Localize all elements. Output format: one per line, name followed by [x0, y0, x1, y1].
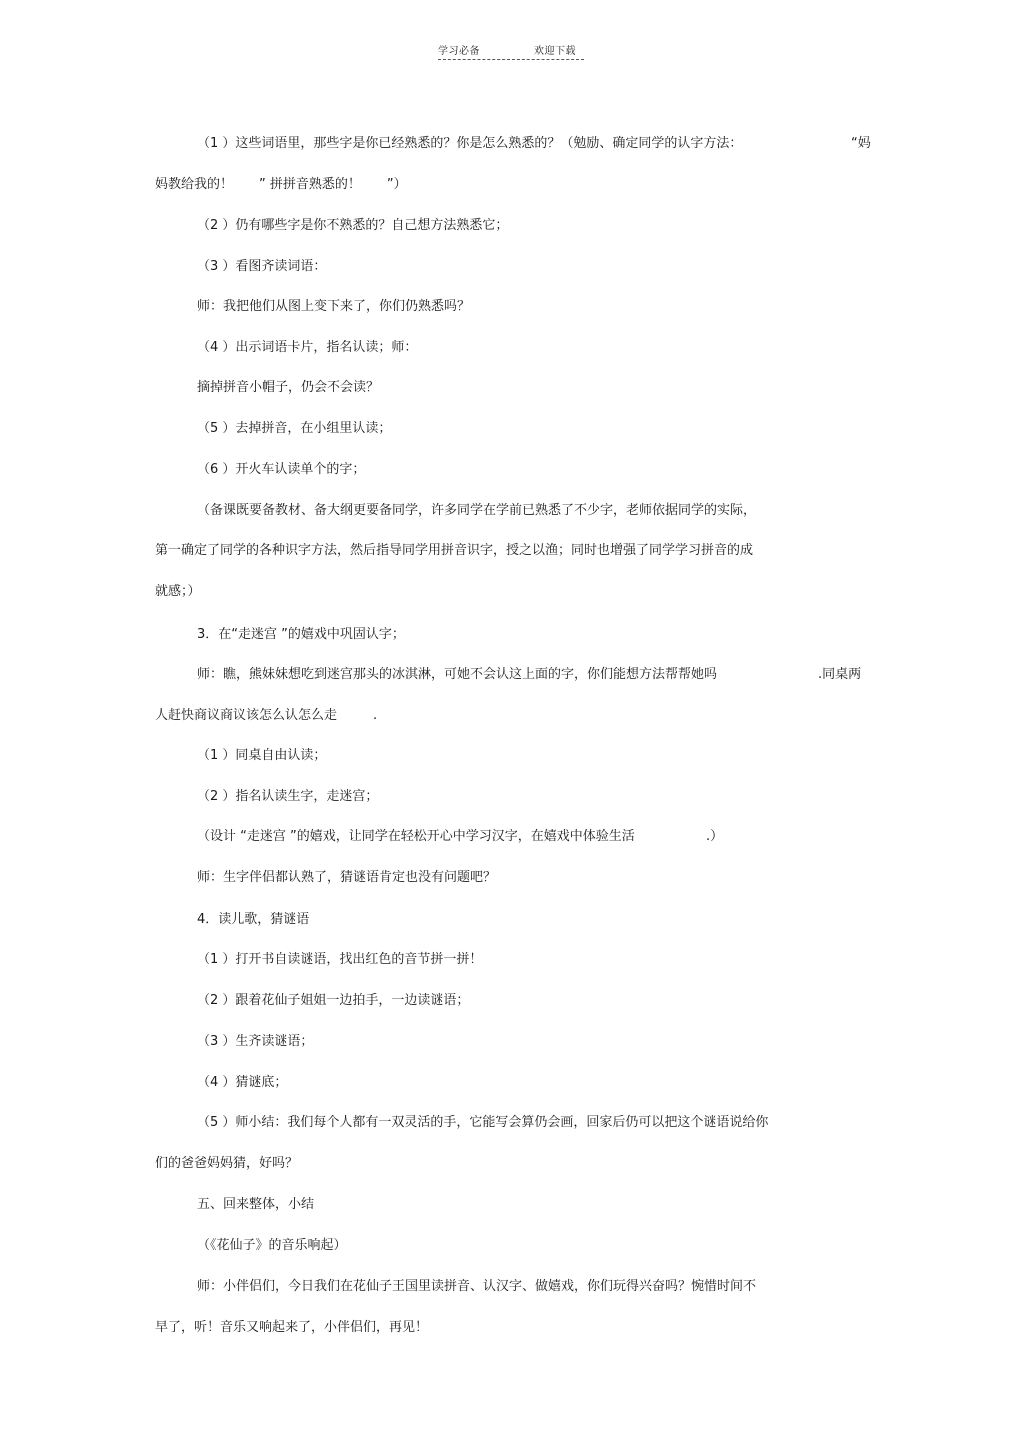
section-heading-line	[197, 912, 309, 928]
line-text: （3 ）生齐读谜语；	[197, 1034, 314, 1049]
paragraph-line-tail	[818, 667, 861, 683]
line-text: 4．读儿歌，猜谜语	[197, 912, 310, 927]
line-text: 师：瞧，熊妹妹想吃到迷宫那头的冰淇淋，可她不会认这上面的字，你们能想方法帮帮她吗	[197, 667, 718, 682]
line-text: 就感；）	[155, 584, 201, 599]
section-heading-line	[197, 627, 405, 643]
line-text: 师：我把他们从图上变下来了，你们仍熟悉吗？	[197, 299, 471, 314]
paragraph-line	[197, 340, 417, 356]
line-text: （1 ）这些词语里，那些字是你已经熟悉的？你是怎么熟悉的？（勉励、确定同学的认字方法：	[197, 136, 743, 151]
paragraph-line	[155, 1156, 298, 1172]
line-text: （设计 “走迷宫 ”的嬉戏，让同学在轻松开心中学习汉字，在嬉戏中体验生活	[197, 829, 635, 844]
line-text: （2 ）仍有哪些字是你不熟悉的？自己想方法熟悉它；	[197, 218, 509, 233]
paragraph-line-tail	[706, 829, 723, 845]
line-text: （5 ）师小结：我们每个人都有一双灵活的手，它能写会算仍会画，回家后仍可以把这个谜语说给你	[197, 1115, 769, 1130]
paragraph-line	[197, 1034, 313, 1050]
paragraph-line	[155, 543, 753, 559]
paragraph-line	[155, 1320, 428, 1336]
paragraph-line	[197, 1115, 768, 1131]
section-heading-line	[197, 1197, 314, 1213]
header-right-text: 欢迎下载	[534, 46, 576, 57]
line-text: （1 ）同桌自由认读；	[197, 748, 327, 763]
line-text: 师：小伴侣们，今日我们在花仙子王国里读拼音、认汉字、做嬉戏，你们玩得兴奋吗？惋惜时间不	[197, 1279, 757, 1294]
paragraph-line-tail	[373, 708, 377, 724]
paragraph-line	[197, 462, 365, 478]
line-text: （4 ）猜谜底；	[197, 1075, 288, 1090]
line-tail-text: .）	[706, 829, 724, 844]
header-left-text: 学习必备	[438, 46, 480, 57]
line-text: 3．在“走迷宫 ”的嬉戏中巩固认字；	[197, 627, 405, 642]
page-header	[438, 42, 588, 66]
line-text: 师：生字伴侣都认熟了，猜谜语肯定也没有问题吧？	[197, 870, 497, 885]
line-text: 五、回来整体，小结	[197, 1197, 315, 1212]
paragraph-line	[197, 1075, 287, 1091]
paragraph-line	[197, 380, 379, 396]
line-text: （6 ）开火车认读单个的字；	[197, 462, 366, 477]
line-text: 早了，听！音乐又响起来了，小伴侣们，再见！	[155, 1320, 429, 1335]
line-tail-text: .	[373, 708, 378, 723]
line-text: 人赶快商议商议该怎么认怎么走	[155, 708, 338, 723]
paragraph-line	[197, 1238, 347, 1254]
paragraph-line	[197, 136, 742, 152]
paragraph-line	[197, 952, 482, 968]
paragraph-line	[155, 708, 337, 724]
paragraph-line	[197, 503, 756, 519]
paragraph-line	[197, 993, 469, 1009]
paragraph-line	[197, 829, 635, 845]
paragraph-line	[197, 218, 508, 234]
paragraph-line	[197, 667, 717, 683]
paragraph-line-tail	[851, 136, 871, 152]
line-text: 摘掉拼音小帽子，仍会不会读？	[197, 380, 380, 395]
paragraph-line	[197, 1279, 756, 1295]
line-text: （5 ）去掉拼音，在小组里认读；	[197, 421, 392, 436]
line-text: （2 ）跟着花仙子姐姐一边拍手，一边读谜语；	[197, 993, 470, 1008]
line-text: 第一确定了同学的各种识字方法，然后指导同学用拼音识字，授之以渔；同时也增强了同学学习拼音的成	[155, 543, 754, 558]
line-text: （《花仙子》的音乐响起）	[197, 1238, 347, 1253]
line-text: （4 ）出示词语卡片，指名认读；师：	[197, 340, 418, 355]
paragraph-line	[197, 870, 496, 886]
line-tail-text: .同桌两	[818, 667, 862, 682]
paragraph-line	[155, 177, 407, 193]
paragraph-line	[197, 748, 326, 764]
line-text: （3 ）看图齐读词语：	[197, 259, 327, 274]
header-divider	[438, 59, 584, 60]
line-text: 妈教给我的！ ” 拼拼音熟悉的！ ”）	[155, 177, 407, 192]
paragraph-line	[155, 584, 201, 600]
line-text: （1 ）打开书自读谜语，找出红色的音节拼一拼！	[197, 952, 483, 967]
line-text: （备课既要备教材、备大纲更要备同学，许多同学在学前已熟悉了不少字，老师依据同学的实际，	[197, 503, 757, 518]
line-tail-text: “妈	[851, 136, 871, 151]
line-text: 们的爸爸妈妈猜，好吗？	[155, 1156, 299, 1171]
paragraph-line	[197, 259, 326, 275]
paragraph-line	[197, 789, 378, 805]
paragraph-line	[197, 299, 470, 315]
paragraph-line	[197, 421, 391, 437]
line-text: （2 ）指名认读生字，走迷宫；	[197, 789, 379, 804]
